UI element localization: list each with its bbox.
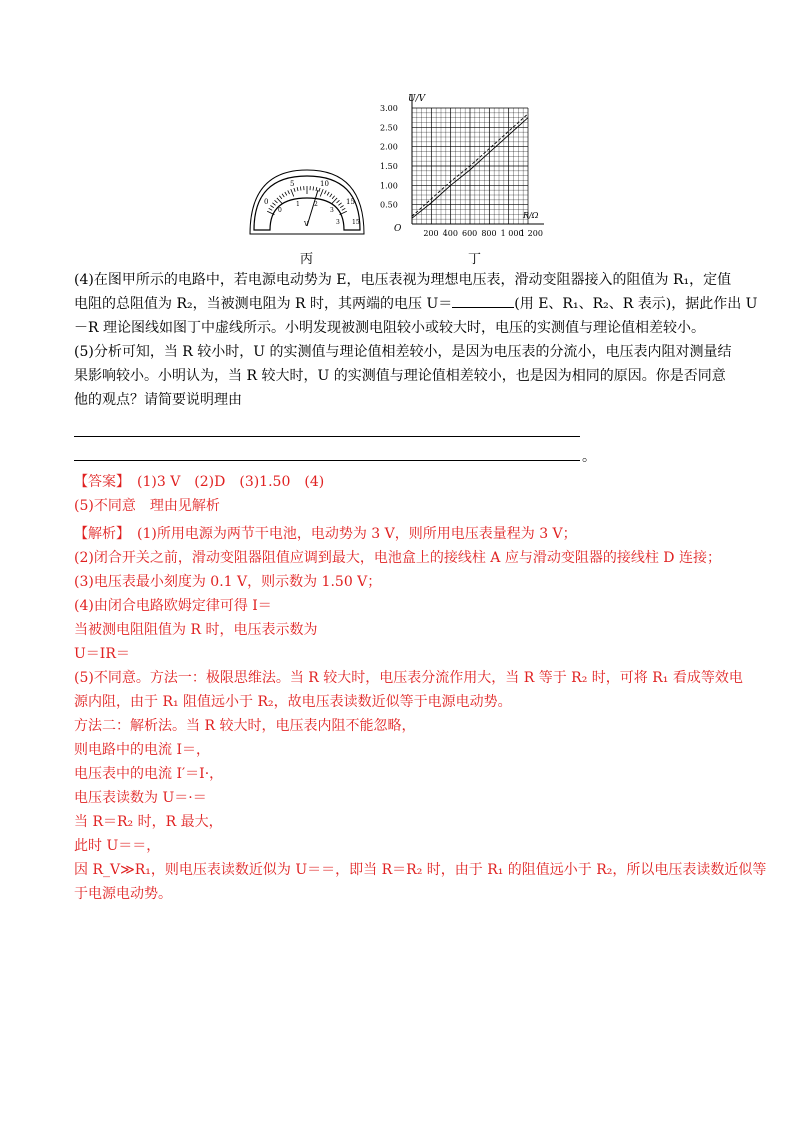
- meter-tick: [285, 192, 287, 195]
- meter-tick: [316, 187, 317, 191]
- meter-tick: [320, 189, 323, 196]
- q5-end-mark: 。: [582, 449, 596, 465]
- analysis-line-4: 当被测电阻阻值为 R 时，电压表示数为: [74, 622, 318, 638]
- meter-tick: [291, 189, 294, 196]
- answer-line-2[interactable]: [74, 460, 580, 461]
- meter-bottom-3: 3: [330, 207, 334, 214]
- meter-tick: [272, 203, 275, 205]
- graph-origin: O: [394, 224, 402, 234]
- y-tick-label: 3.00: [380, 104, 398, 113]
- analysis-tag: 【解析】: [74, 526, 123, 542]
- analysis-line-3: (4)由闭合电路欧姆定律可得 I＝: [74, 598, 272, 614]
- answer-line-1[interactable]: [74, 436, 580, 437]
- meter-unit: V: [304, 221, 309, 228]
- y-tick-label: 1.50: [380, 162, 398, 171]
- answer-block: [74, 470, 734, 518]
- q4-line2b: (用 E、R₁、R₂、R 表示)，据此作出 U: [514, 296, 758, 312]
- meter-bottom-2: 2: [314, 201, 318, 208]
- q4-line2a: 电阻的总阻值为 R₂，当被测电阻为 R 时，其两端的电压 U＝: [74, 296, 453, 312]
- analysis-line-15: 于电源电动势。: [74, 886, 172, 902]
- analysis-block: [74, 522, 767, 906]
- u-r-graph: [378, 90, 550, 242]
- analysis-line-5: U＝IR＝: [74, 646, 130, 662]
- y-tick-label: 0.50: [380, 200, 398, 210]
- question-block: [74, 268, 758, 412]
- x-tick-label: 200: [423, 229, 439, 238]
- meter-tick: [297, 187, 298, 191]
- answer-tag: 【答案】: [74, 474, 123, 490]
- meter-tick: [275, 200, 278, 203]
- q5-line2: 果影响较小。小明认为，当 R 较大时，U 的实测值与理论值相差较小，也是因为相同的原因。你是否同意: [74, 368, 726, 384]
- meter-tick: [337, 200, 340, 203]
- q4-line3: －R 理论图线如图丁中虚线所示。小明发现被测电阻较小或较大时，电压的实测值与理论值相差较小。: [74, 320, 705, 336]
- analysis-line-2: (3)电压表最小刻度为 0.1 V，则示数为 1.50 V；: [74, 574, 382, 590]
- meter-tick: [282, 194, 284, 197]
- meter-top-15: 15: [346, 198, 355, 206]
- analysis-line-7: 源内阻，由于 R₁ 阻值远小于 R₂，故电压表读数近似等于电源电动势。: [74, 694, 512, 710]
- meter-tick: [270, 205, 273, 207]
- analysis-line-9: 则电路中的电流 I＝，: [74, 742, 210, 758]
- meter-tick: [269, 208, 272, 210]
- voltmeter-figure: [248, 168, 366, 246]
- meter-top-0: 0: [264, 198, 269, 206]
- analysis-line-6: (5)不同意。方法一：极限思维法。当 R 较大时，电压表分流作用大，当 R 等于 R₂ 时，可将 R₁ 看成等效电: [74, 670, 743, 686]
- meter-top-10: 10: [320, 180, 329, 188]
- meter-bottom-0: 0: [278, 207, 282, 214]
- meter-tick: [279, 196, 282, 199]
- meter-tick: [294, 188, 295, 192]
- meter-tick: [300, 186, 301, 190]
- meter-tick: [288, 190, 290, 194]
- analysis-line-11: 电压表读数为 U＝·＝: [74, 790, 207, 806]
- analysis-line-12: 当 R＝R₂ 时，R 最大，: [74, 814, 223, 830]
- meter-tick: [319, 188, 320, 192]
- q4-line2: [74, 292, 758, 316]
- meter-tick: [330, 194, 332, 197]
- meter-range-3: 3: [336, 219, 340, 226]
- graph-ylabel: U/V: [408, 94, 426, 104]
- meter-top-5: 5: [290, 180, 295, 188]
- analysis-line-0: (1)所用电源为两节干电池，电动势为 3 V，则所用电压表量程为 3 V；: [137, 526, 577, 542]
- analysis-line-1: (2)闭合开关之前，滑动变阻器阻值应调到最大，电池盒上的接线柱 A 应与滑动变阻器的接线柱 D 连接；: [74, 550, 721, 566]
- answer-line2: (5)不同意 理由见解析: [74, 498, 220, 514]
- meter-tick: [340, 205, 343, 207]
- meter-tick: [338, 203, 341, 205]
- y-tick-label: 1.00: [380, 181, 398, 191]
- graph-xlabel: R/Ω: [523, 211, 539, 220]
- answer-blank[interactable]: [452, 307, 514, 308]
- q4-line1: (4)在图甲所示的电路中，若电源电动势为 E，电压表视为理想电压表，滑动变阻器接入的阻值为 R₁，定值: [74, 272, 732, 288]
- analysis-line-13: 此时 U＝＝，: [74, 838, 161, 854]
- meter-needle: [307, 190, 318, 226]
- x-tick-label: 600: [462, 229, 478, 238]
- answer-line1: (1)3 V (2)D (3)1.50 (4): [137, 474, 325, 490]
- meter-tick: [332, 196, 335, 199]
- meter-tick: [324, 190, 326, 194]
- meter-tick: [342, 208, 345, 210]
- analysis-line-10: 电压表中的电流 I′＝I·，: [74, 766, 224, 782]
- meter-range-15: 15: [352, 219, 360, 226]
- meter-tick: [313, 186, 314, 190]
- meter-bottom-1: 1: [296, 201, 300, 208]
- meter-label: 丙: [300, 252, 314, 267]
- analysis-line-8: 方法二：解析法。当 R 较大时，电压表内阻不能忽略，: [74, 718, 416, 734]
- q5-line3: 他的观点？请简要说明理由: [74, 392, 242, 408]
- graph-label: 丁: [468, 252, 482, 267]
- x-tick-label: 1 200: [520, 229, 543, 238]
- x-tick-label: 400: [442, 229, 458, 238]
- x-tick-label: 800: [481, 229, 497, 238]
- analysis-line-14: 因 R_V≫R₁，则电压表读数近似为 U＝＝，即当 R＝R₂ 时，由于 R₁ 的阻值远小于 R₂，所以电压表读数近似等: [74, 862, 767, 878]
- y-tick-label: 2.50: [380, 123, 398, 133]
- figures-area: [0, 88, 800, 267]
- x-tick-label: 1 000: [500, 229, 524, 238]
- meter-tick: [327, 192, 329, 195]
- y-tick-label: 2.00: [380, 142, 398, 152]
- q5-line1: (5)分析可知，当 R 较小时，U 的实测值与理论值相差较小，是因为电压表的分流小，电压表内阻对测量结: [74, 344, 732, 360]
